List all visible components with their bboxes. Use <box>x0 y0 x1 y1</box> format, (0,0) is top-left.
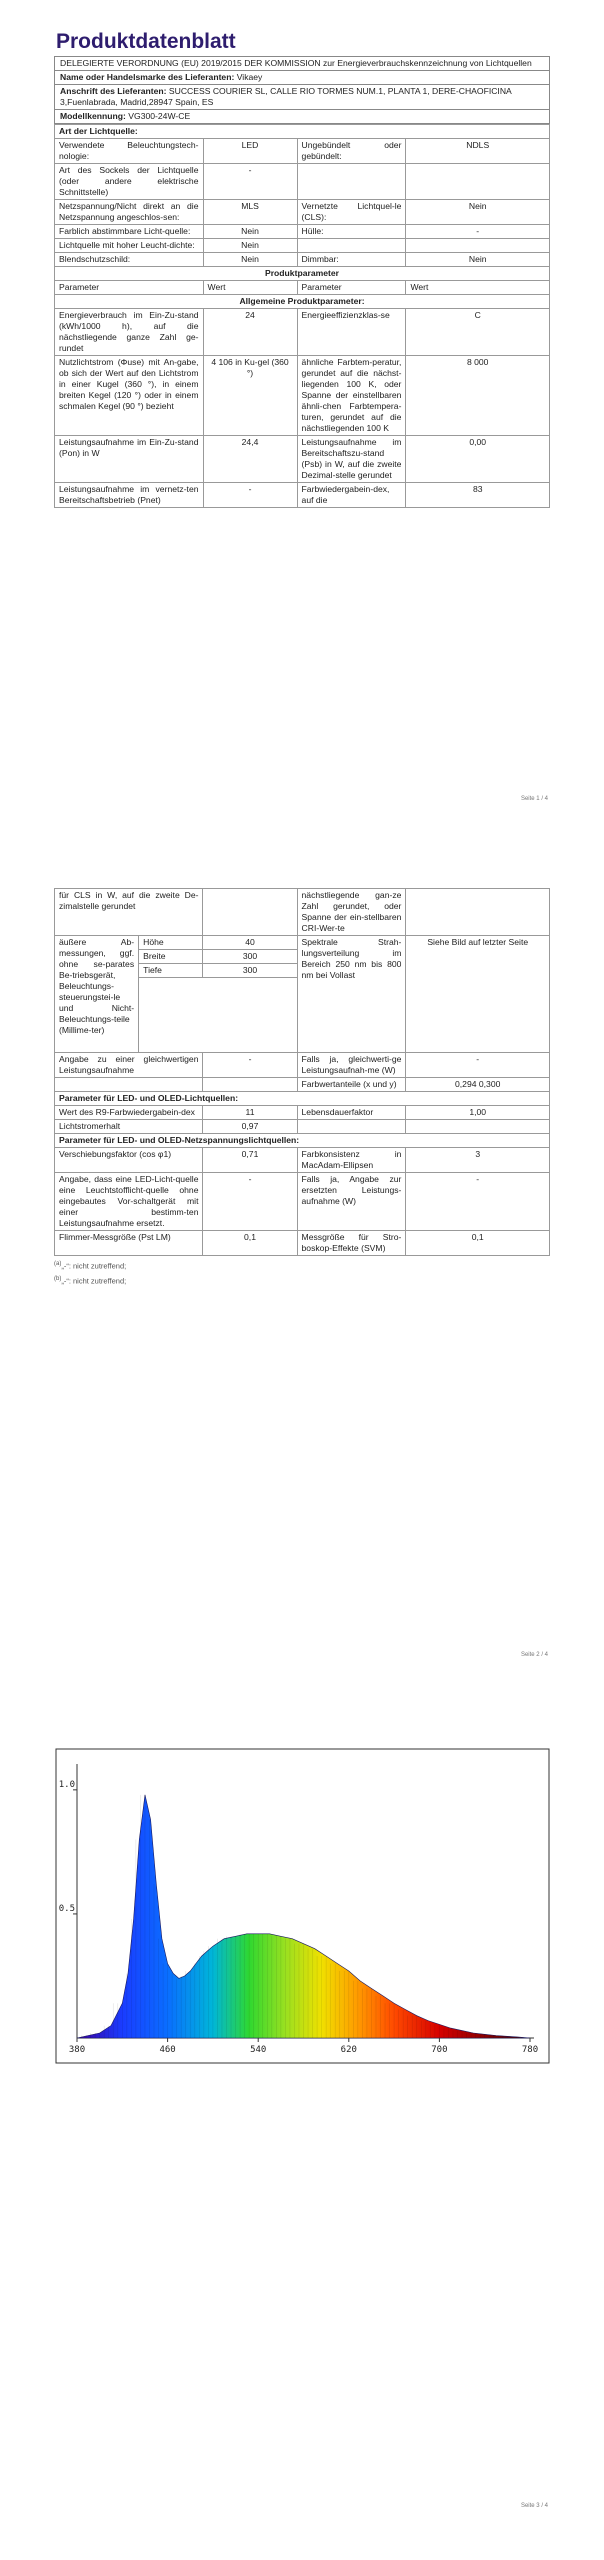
table-cell: Tiefe <box>139 964 203 978</box>
table-cell: Lebensdauerfaktor <box>297 1106 406 1120</box>
table-cell: Farbwiedergabein-dex, auf die <box>297 483 406 508</box>
supplier-address-line <box>55 85 549 110</box>
table-row <box>55 483 550 508</box>
table-cell: Leistungsaufnahme im Ein-Zu-stand (Pon) in W <box>55 436 204 483</box>
table-cell: 0,294 0,300 <box>406 1078 550 1092</box>
footnote-b: $^{(b)}$„-“: nicht zutreffend; <box>54 1275 127 1285</box>
model-id: VG300-24W-CE <box>128 111 191 121</box>
table-cell: Energieeffizienzklas-se <box>297 309 406 356</box>
table-cell: Leistungsaufnahme im Bereitschaftszu-stand (Psb) in W, auf die zweite Dezimal-stelle gerundet <box>297 436 406 483</box>
table-cell: - <box>203 164 297 200</box>
page-number: Seite 1 / 4 <box>520 796 548 802</box>
table-row <box>55 1134 550 1148</box>
table-cell: MLS <box>203 200 297 225</box>
table-cell: Höhe <box>139 936 203 950</box>
table-row <box>55 356 550 436</box>
table-cell: Farbwertanteile (x und y) <box>297 1078 406 1092</box>
table-row <box>55 1106 550 1120</box>
table-row <box>55 1173 550 1231</box>
table-cell: Lichtstromerhalt <box>55 1120 203 1134</box>
column-header: Wert <box>406 281 550 295</box>
table-row <box>55 1053 550 1078</box>
table-row <box>55 281 550 295</box>
table-cell: 3 <box>406 1148 550 1173</box>
table-cell: 1,00 <box>406 1106 550 1120</box>
x-tick-label: 540 <box>250 2045 267 2055</box>
section-header: Art der Lichtquelle: <box>55 125 550 139</box>
table-cell: - <box>406 1173 550 1231</box>
table-cell: 8 000 <box>406 356 550 436</box>
table-cell: - <box>406 1053 550 1078</box>
section-header: Parameter für LED- und OLED-Lichtquellen: <box>55 1092 550 1106</box>
table-cell: Nein <box>406 200 550 225</box>
table-cell: Falls ja, gleichwerti-ge Leistungsaufnah-me (W) <box>297 1053 406 1078</box>
table-row <box>55 139 550 164</box>
table-cell: Netzspannung/Nicht direkt an die Netzspannung angeschlos-sen: <box>55 200 204 225</box>
table-cell: - <box>203 1173 297 1231</box>
table-cell: Wert des R9-Farbwiedergabein-dex <box>55 1106 203 1120</box>
regulation-text: DELEGIERTE VERORDNUNG (EU) 2019/2015 DER KOMMISSION zur Energieverbrauchskennzeichnung von Lichtquellen <box>55 57 549 71</box>
table-row <box>55 309 550 356</box>
table-row <box>55 889 550 936</box>
page-2 <box>0 880 604 1680</box>
table-cell: 0,71 <box>203 1148 297 1173</box>
table-cell <box>203 889 297 936</box>
table-cell: Farblich abstimmbare Licht-quelle: <box>55 225 204 239</box>
table-cell: 0,97 <box>203 1120 297 1134</box>
table-cell: Nein <box>203 239 297 253</box>
model-line <box>55 110 549 123</box>
supplier-name: Vikaey <box>236 72 263 82</box>
params-table-page1 <box>54 124 550 508</box>
dimensions-label: äußere Ab-messungen, ggf. ohne se-parates Be-triebsgerät, Beleuchtungs-steuerungstei-le und Nicht-Beleuchtungs-teile (Millime-ter) <box>55 936 139 1053</box>
supplier-name-label: Name oder Handelsmarke des Lieferanten: <box>60 72 235 82</box>
table-cell: Falls ja, Angabe zur ersetzten Leistungs-aufnahme (W) <box>297 1173 406 1231</box>
model-label: Modellkennung: <box>60 111 126 121</box>
table-cell: - <box>406 225 550 239</box>
table-cell <box>297 164 406 200</box>
supplier-name-line <box>55 71 549 85</box>
table-cell <box>139 978 297 1053</box>
table-cell: Leistungsaufnahme im vernetz-ten Bereitschaftsbetrieb (Pnet) <box>55 483 204 508</box>
table-cell: Energieverbrauch im Ein-Zu-stand (kWh/1000 h), auf die nächstliegende ganze Zahl ge-rundet <box>55 309 204 356</box>
table-cell: Verschiebungsfaktor (cos φ1) <box>55 1148 203 1173</box>
table-cell <box>297 1120 406 1134</box>
table-row <box>55 125 550 139</box>
page-number: Seite 2 / 4 <box>520 1652 548 1658</box>
table-row <box>55 200 550 225</box>
table-cell: 300 <box>203 964 297 978</box>
table-cell: 300 <box>203 950 297 964</box>
table-cell: C <box>406 309 550 356</box>
table-cell: Farbkonsistenz in MacAdam-Ellipsen <box>297 1148 406 1173</box>
section-header: Produktparameter <box>55 267 550 281</box>
table-cell: 83 <box>406 483 550 508</box>
table-cell: 11 <box>203 1106 297 1120</box>
column-header: Wert <box>203 281 297 295</box>
y-tick-label: 0.5 <box>58 1903 75 1914</box>
table-cell: Verwendete Beleuchtungstech-nologie: <box>55 139 204 164</box>
params-table-page2 <box>54 888 550 1256</box>
x-tick-label: 460 <box>159 2045 176 2055</box>
footnotes <box>54 1258 550 1287</box>
table-cell: 0,1 <box>406 1231 550 1256</box>
x-tick-label: 700 <box>431 2045 448 2055</box>
table-row <box>55 1231 550 1256</box>
table-row <box>55 267 550 281</box>
x-tick-label: 780 <box>521 2045 539 2055</box>
x-tick-label: 380 <box>68 2045 86 2055</box>
column-header: Parameter <box>297 281 406 295</box>
table-row <box>55 225 550 239</box>
supplier-address-label: Anschrift des Lieferanten: <box>60 86 167 96</box>
table-cell <box>55 1078 203 1092</box>
table-cell: Angabe zu einer gleichwertigen Leistungsaufnahme <box>55 1053 203 1078</box>
table-cell: Spektrale Strah-lungsverteilung im Bereich 250 nm bis 800 nm bei Vollast <box>297 936 406 1053</box>
table-cell <box>406 1120 550 1134</box>
table-cell: - <box>203 483 297 508</box>
column-header: Parameter <box>55 281 204 295</box>
table-cell: Siehe Bild auf letzter Seite <box>406 936 550 1053</box>
table-cell: 24 <box>203 309 297 356</box>
table-cell: Nutzlichtstrom (Φuse) mit An-gabe, ob sich der Wert auf den Lichtstrom in einer Kugel (360 °), in einem breiten Kegel (120 °) oder in einem schmalen Kegel (90 °) bezieht <box>55 356 204 436</box>
page-1 <box>0 0 604 820</box>
section-header: Allgemeine Produktparameter: <box>55 295 550 309</box>
table-cell: Lichtquelle mit hoher Leucht-dichte: <box>55 239 204 253</box>
table-cell <box>203 1078 297 1092</box>
table-cell: ähnliche Farbtem-peratur, gerundet auf die nächst-liegenden 100 K, oder Spanne der einstellbaren ähnli-chen Farbtempera-turen, gerundet auf die nächstliegenden 100 K <box>297 356 406 436</box>
table-cell: Breite <box>139 950 203 964</box>
table-cell: Nein <box>203 225 297 239</box>
table-row <box>55 936 550 950</box>
page-number: Seite 3 / 4 <box>520 2503 548 2509</box>
table-row <box>55 1148 550 1173</box>
table-row <box>55 239 550 253</box>
spectrum-chart <box>55 1748 550 2064</box>
table-cell: nächstliegende gan-ze Zahl gerundet, oder Spanne der ein-stellbaren CRI-Wer-te <box>297 889 406 936</box>
table-cell: NDLS <box>406 139 550 164</box>
footnote-a: $^{(a)}$„-“: nicht zutreffend; <box>54 1261 127 1271</box>
table-cell: Nein <box>203 253 297 267</box>
y-tick-label: 1.0 <box>58 1779 75 1790</box>
page-title: Produktdatenblatt <box>56 30 236 53</box>
table-cell: 40 <box>203 936 297 950</box>
table-cell: Vernetzte Lichtquel-le (CLS): <box>297 200 406 225</box>
table-row <box>55 164 550 200</box>
table-cell: 4 106 in Ku-gel (360 °) <box>203 356 297 436</box>
table-cell: Dimmbar: <box>297 253 406 267</box>
table-row <box>55 436 550 483</box>
table-cell: 24,4 <box>203 436 297 483</box>
supplier-address: SUCCESS COURIER SL, CALLE RIO TORMES NUM.1, PLANTA 1, DERE-CHAOFICINA 3,Fuenlabrada, Madrid,28947 Spain, ES <box>60 86 512 107</box>
table-row <box>55 1078 550 1092</box>
table-row <box>55 1092 550 1106</box>
table-cell: für CLS in W, auf die zweite De-zimalstelle gerundet <box>55 889 203 936</box>
table-row <box>55 253 550 267</box>
table-cell <box>297 239 406 253</box>
table-cell: Angabe, dass eine LED-Licht-quelle eine Leuchtstofflicht-quelle ohne eingebautes Vor-schaltgerät mit einer bestimm-ten Leistungsaufnahme ersetzt. <box>55 1173 203 1231</box>
table-cell: Nein <box>406 253 550 267</box>
datasheet-header-box <box>54 56 550 124</box>
table-cell <box>406 889 550 936</box>
table-cell: LED <box>203 139 297 164</box>
table-cell: 0,1 <box>203 1231 297 1256</box>
section-header: Parameter für LED- und OLED-Netzspannungslichtquellen: <box>55 1134 550 1148</box>
x-tick-label: 620 <box>340 2045 357 2055</box>
table-cell: Blendschutzschild: <box>55 253 204 267</box>
table-cell <box>406 164 550 200</box>
table-cell <box>406 239 550 253</box>
table-cell: Ungebündelt oder gebündelt: <box>297 139 406 164</box>
table-cell: Flimmer-Messgröße (Pst LM) <box>55 1231 203 1256</box>
table-cell: - <box>203 1053 297 1078</box>
table-row <box>55 1120 550 1134</box>
table-cell: 0,00 <box>406 436 550 483</box>
table-cell: Messgröße für Stro-boskop-Effekte (SVM) <box>297 1231 406 1256</box>
table-cell: Hülle: <box>297 225 406 239</box>
table-cell: Art des Sockels der Lichtquelle (oder andere elektrische Schnittstelle) <box>55 164 204 200</box>
table-row <box>55 295 550 309</box>
